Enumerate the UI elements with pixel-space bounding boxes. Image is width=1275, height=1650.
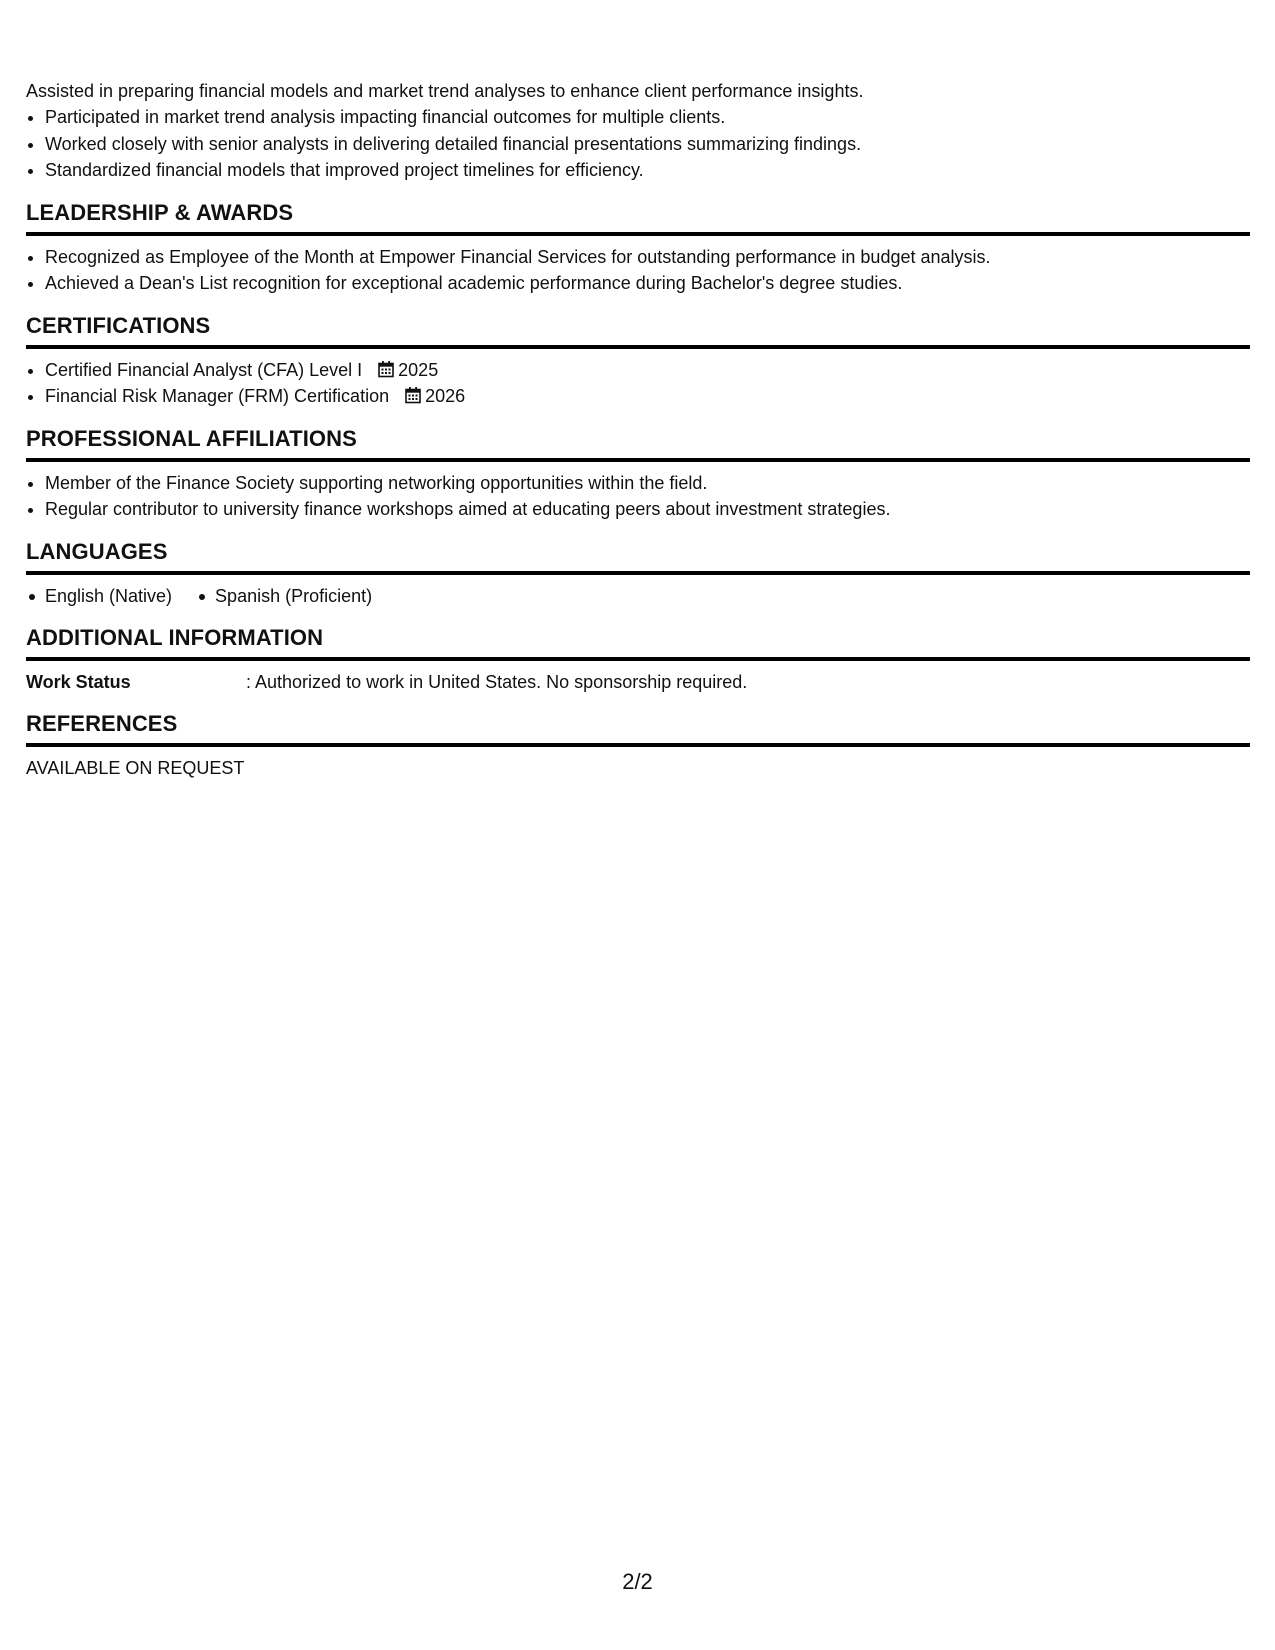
certification-name: Financial Risk Manager (FRM) Certification — [45, 386, 390, 406]
list-item: • Recognized as Employee of the Month at Empower Financial Services for outstanding performance in budget analysis. — [45, 244, 1250, 271]
language-item: Spanish (Proficient) — [196, 583, 372, 609]
certification-year: 2025 — [398, 359, 439, 380]
experience-bullets — [26, 104, 1250, 184]
resume-page — [26, 78, 1250, 781]
section-title-leadership: LEADERSHIP & AWARDS — [26, 184, 1250, 236]
languages-section — [26, 523, 1250, 609]
section-title-affiliations: PROFESSIONAL AFFILIATIONS — [26, 410, 1250, 462]
references-text: AVAILABLE ON REQUEST — [26, 757, 245, 778]
list-item: • Participated in market trend analysis impacting financial outcomes for multiple clients. — [45, 104, 1250, 131]
list-item: • Achieved a Dean's List recognition for exceptional academic performance during Bachelor's degree studies. — [45, 270, 1250, 297]
list-item: • Worked closely with senior analysts in delivering detailed financial presentations summarizing findings. — [45, 131, 1250, 158]
work-status-value: : Authorized to work in United States. No sponsorship required. — [246, 671, 748, 692]
certification-name: Certified Financial Analyst (CFA) Level I — [45, 359, 363, 380]
certifications-section — [26, 297, 1250, 410]
list-item — [45, 383, 1250, 410]
page-number: 2/2 — [622, 1569, 653, 1594]
additional-info-section — [26, 609, 1250, 695]
calendar-icon — [377, 360, 395, 378]
certification-year: 2026 — [425, 386, 466, 406]
language-item: English (Native) — [26, 583, 172, 609]
leadership-list — [26, 244, 1250, 297]
leadership-section — [26, 184, 1250, 297]
languages-list — [26, 583, 1250, 609]
section-title-certifications: CERTIFICATIONS — [26, 297, 1250, 349]
section-title-additional: ADDITIONAL INFORMATION — [26, 609, 1250, 661]
section-title-references: REFERENCES — [26, 695, 1250, 747]
list-item: • Standardized financial models that improved project timelines for efficiency. — [45, 157, 1250, 184]
list-item — [45, 357, 1250, 384]
list-item: • Member of the Finance Society supporting networking opportunities within the field. — [45, 470, 1250, 497]
work-status-row — [26, 669, 1250, 695]
experience-continuation — [26, 78, 1250, 184]
affiliations-section — [26, 410, 1250, 523]
list-item: • Regular contributor to university finance workshops aimed at educating peers about investment strategies. — [45, 496, 1250, 523]
calendar-icon — [404, 386, 422, 404]
experience-intro: Assisted in preparing financial models and market trend analyses to enhance client performance insights. — [26, 81, 864, 101]
affiliations-list — [26, 470, 1250, 523]
section-title-languages: LANGUAGES — [26, 523, 1250, 575]
certifications-list — [26, 357, 1250, 410]
references-section — [26, 695, 1250, 781]
work-status-label: Work Status — [26, 671, 131, 692]
